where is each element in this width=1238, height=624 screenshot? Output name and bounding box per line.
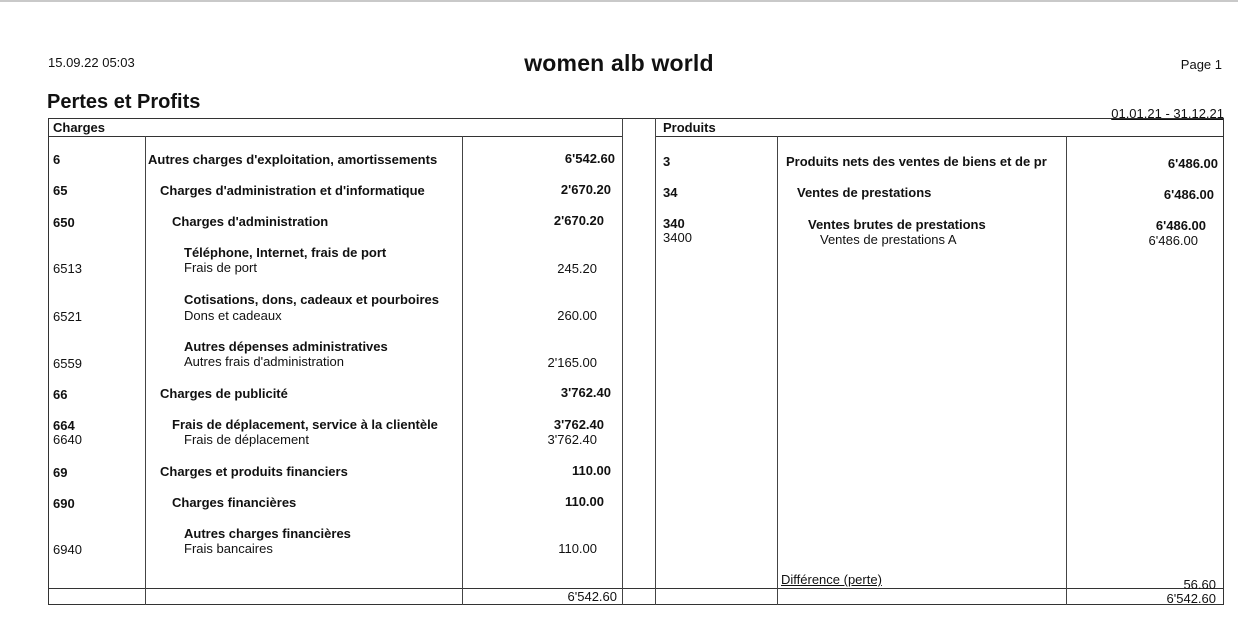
account-code: 650	[53, 215, 75, 230]
table-header-divider	[48, 136, 623, 137]
account-code: 340	[663, 216, 685, 231]
account-code: 6513	[53, 261, 82, 276]
account-amount: 2'670.20	[560, 182, 611, 197]
company-name: women alb world	[524, 50, 714, 76]
account-label: Frais de déplacement, service à la clientèle	[172, 417, 438, 432]
account-label: Autres charges d'exploitation, amortissements	[148, 152, 438, 167]
account-code: 6940	[53, 542, 82, 557]
difference-label: Différence (perte)	[781, 572, 882, 587]
account-amount: 6'486.00	[1148, 233, 1198, 248]
column-divider	[462, 136, 463, 605]
account-label: Charges de publicité	[160, 386, 288, 401]
produits-heading: Produits	[663, 120, 716, 135]
account-label: Dons et cadeaux	[184, 308, 282, 323]
account-label: Charges financières	[172, 495, 297, 510]
account-code: 65	[53, 183, 68, 198]
charges-total: 6'542.60	[567, 589, 617, 604]
account-code: 69	[53, 465, 68, 480]
account-code: 6521	[53, 309, 82, 324]
report-period: 01.01.21 - 31.12.21	[1111, 106, 1224, 121]
account-label: Charges d'administration	[172, 214, 329, 229]
account-label: Frais bancaires	[184, 541, 273, 556]
account-label: Frais de port	[184, 260, 257, 275]
account-amount: 3'762.40	[560, 385, 611, 400]
page-number: Page 1	[1180, 57, 1222, 72]
account-code: 6	[53, 152, 61, 167]
column-divider	[1066, 136, 1067, 605]
column-divider	[622, 118, 623, 605]
account-amount: 6'486.00	[1155, 218, 1206, 233]
group-heading: Autres dépenses administratives	[184, 339, 388, 354]
account-amount: 6'486.00	[1167, 156, 1218, 171]
account-code: 3400	[663, 230, 692, 245]
account-code: 34	[663, 185, 678, 200]
column-divider	[655, 118, 656, 605]
account-amount: 260.00	[557, 308, 597, 323]
account-label: Autres frais d'administration	[184, 354, 344, 369]
difference-amount: 56.60	[1183, 577, 1216, 592]
account-label: Ventes brutes de prestations	[808, 217, 986, 232]
account-label: Ventes de prestations A	[820, 232, 957, 247]
charges-heading: Charges	[53, 120, 106, 135]
top-border	[0, 0, 1238, 2]
account-amount: 3'762.40	[547, 432, 597, 447]
account-amount: 2'165.00	[547, 355, 597, 370]
column-divider	[777, 136, 778, 605]
account-amount: 110.00	[564, 494, 604, 509]
produits-total: 6'542.60	[1166, 591, 1216, 606]
account-amount: 6'542.60	[564, 151, 615, 166]
account-label: Ventes de prestations	[797, 185, 932, 200]
account-code: 690	[53, 496, 75, 511]
account-code: 3	[663, 154, 671, 169]
total-row-divider	[48, 588, 1224, 589]
account-code: 66	[53, 387, 68, 402]
account-label: Charges d'administration et d'informatique	[160, 183, 425, 198]
account-amount: 3'762.40	[553, 417, 604, 432]
group-heading: Cotisations, dons, cadeaux et pourboires	[184, 292, 439, 307]
column-divider	[145, 136, 146, 605]
report-title: Pertes et Profits	[47, 91, 201, 113]
account-amount: 110.00	[571, 463, 611, 478]
account-code: 6559	[53, 356, 82, 371]
group-heading: Téléphone, Internet, frais de port	[184, 245, 387, 260]
account-code: 664	[53, 418, 75, 433]
account-amount: 6'486.00	[1163, 187, 1214, 202]
account-code: 6640	[53, 432, 82, 447]
account-amount: 245.20	[557, 261, 597, 276]
account-label: Frais de déplacement	[184, 432, 310, 447]
account-label: Produits nets des ventes de biens et de pr	[786, 154, 1047, 169]
group-heading: Autres charges financières	[184, 526, 351, 541]
account-label: Charges et produits financiers	[160, 464, 348, 479]
print-datetime: 15.09.22 05:03	[48, 55, 135, 70]
account-amount: 2'670.20	[553, 213, 604, 228]
account-amount: 110.00	[558, 541, 597, 556]
table-header-divider-right	[655, 136, 1224, 137]
